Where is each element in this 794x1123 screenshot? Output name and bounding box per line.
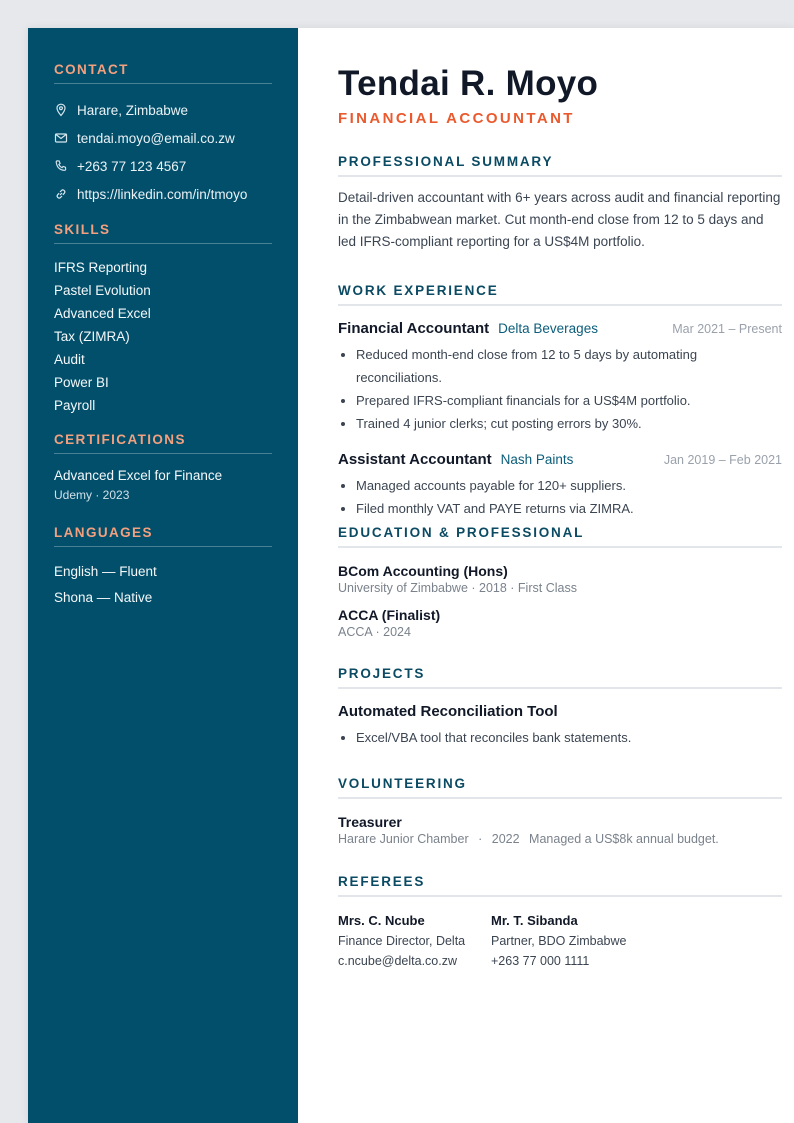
resume-page	[28, 28, 794, 1123]
skill-item: Payroll	[54, 398, 96, 413]
volunteering-heading: VOLUNTEERING	[338, 776, 782, 799]
education-heading: EDUCATION & PROFESSIONAL	[338, 525, 782, 548]
referee-card	[491, 911, 644, 971]
bullet-item: • Managed accounts payable for 120+ suppliers.	[356, 474, 782, 497]
bullet-item: • Excel/VBA tool that reconciles bank statements.	[356, 726, 782, 749]
job-title: Assistant Accountant	[338, 451, 492, 468]
skills-heading: SKILLS	[54, 222, 272, 244]
job-company: Nash Paints	[500, 452, 574, 467]
experience-section	[338, 283, 782, 520]
certification-issuer: Udemy · 2023	[54, 488, 130, 502]
contact-phone-text[interactable]: +263 77 123 4567	[77, 158, 187, 174]
education-details: ACCA · 2024	[338, 625, 411, 639]
link-icon	[54, 187, 68, 201]
projects-section	[338, 666, 782, 749]
contact-email[interactable]	[54, 124, 272, 152]
job-dates: Jan 2019 – Feb 2021	[663, 453, 782, 467]
volunteer-role: Treasurer	[338, 814, 402, 830]
project-bullets	[338, 726, 782, 749]
contact-location-text: Harare, Zimbabwe	[77, 102, 189, 118]
referee-name: Mr. T. Sibanda	[491, 913, 578, 928]
summary-section	[338, 154, 782, 253]
bullet-item: • Prepared IFRS-compliant financials for a US$4M portfolio.	[356, 389, 782, 412]
bullet-item: • Filed monthly VAT and PAYE returns via ZIMRA.	[356, 497, 782, 520]
experience-heading: WORK EXPERIENCE	[338, 283, 782, 306]
summary-heading: PROFESSIONAL SUMMARY	[338, 154, 782, 177]
languages-heading: LANGUAGES	[54, 525, 272, 547]
job-header	[338, 451, 782, 468]
contact-phone[interactable]	[54, 152, 272, 180]
education-item	[338, 606, 782, 641]
summary-text: Detail-driven accountant with 6+ years across audit and financial reporting in the Zimbabwean market. Cut month-end close from 12 to 5 days and led IFRS-compliant reporting for a US$4M portfolio.	[338, 190, 781, 249]
phone-icon	[54, 159, 68, 173]
skills-section	[54, 222, 272, 417]
contact-email-text[interactable]: tendai.moyo@email.co.zw	[77, 130, 235, 146]
volunteer-org: Harare Junior Chamber	[338, 832, 469, 846]
education-details: University of Zimbabwe · 2018 · First Class	[338, 581, 577, 595]
referee-position: Finance Director, Delta	[338, 934, 466, 948]
language-item: English — Fluent	[54, 564, 157, 579]
job-bullets	[338, 343, 782, 435]
volunteer-details	[338, 831, 782, 848]
referee-card	[338, 911, 491, 971]
candidate-role: FINANCIAL ACCOUNTANT	[338, 110, 575, 127]
referees-section	[338, 874, 782, 971]
job-dates: Mar 2021 – Present	[672, 322, 782, 336]
contact-linkedin-text[interactable]: https://linkedin.com/in/tmoyo	[77, 186, 248, 202]
skill-item: IFRS Reporting	[54, 260, 148, 275]
language-item: Shona — Native	[54, 590, 153, 605]
referees-heading: REFEREES	[338, 874, 782, 897]
job-title: Financial Accountant	[338, 320, 490, 337]
candidate-name: Tendai R. Moyo	[338, 64, 599, 103]
volunteer-year: 2022	[491, 832, 520, 846]
skill-item: Power BI	[54, 375, 109, 390]
job-bullets	[338, 474, 782, 520]
skill-item: Pastel Evolution	[54, 283, 151, 298]
mail-icon	[54, 131, 68, 145]
education-title: ACCA (Finalist)	[338, 607, 441, 623]
referee-name: Mrs. C. Ncube	[338, 913, 425, 928]
sidebar	[28, 28, 298, 1123]
contact-location	[54, 96, 272, 124]
referee-contact[interactable]: +263 77 000 1111	[491, 954, 590, 968]
projects-heading: PROJECTS	[338, 666, 782, 689]
volunteering-section	[338, 776, 782, 848]
skill-item: Audit	[54, 352, 85, 367]
job-company: Delta Beverages	[498, 321, 598, 336]
certifications-section	[54, 432, 272, 504]
contact-heading: CONTACT	[54, 62, 272, 84]
location-pin-icon	[54, 103, 68, 117]
certification-name: Advanced Excel for Finance	[54, 468, 223, 483]
volunteer-description: Managed a US$8k annual budget.	[529, 832, 719, 846]
education-item	[338, 562, 782, 597]
referee-position: Partner, BDO Zimbabwe	[491, 934, 627, 948]
skill-item: Tax (ZIMRA)	[54, 329, 130, 344]
certifications-heading: CERTIFICATIONS	[54, 432, 272, 454]
volunteer-separator: ·	[478, 832, 483, 846]
languages-section	[54, 525, 272, 611]
job-header	[338, 320, 782, 337]
contact-linkedin[interactable]	[54, 180, 272, 208]
bullet-item: • Trained 4 junior clerks; cut posting errors by 30%.	[356, 412, 782, 435]
education-section	[338, 525, 782, 641]
referees-list	[338, 911, 782, 971]
bullet-item: • Reduced month-end close from 12 to 5 days by automating reconciliations.	[356, 343, 782, 389]
project-title: Automated Reconciliation Tool	[338, 703, 558, 720]
education-title: BCom Accounting (Hons)	[338, 563, 508, 579]
contact-section	[54, 62, 272, 208]
skill-item: Advanced Excel	[54, 306, 151, 321]
referee-contact[interactable]: c.ncube@delta.co.zw	[338, 954, 458, 968]
